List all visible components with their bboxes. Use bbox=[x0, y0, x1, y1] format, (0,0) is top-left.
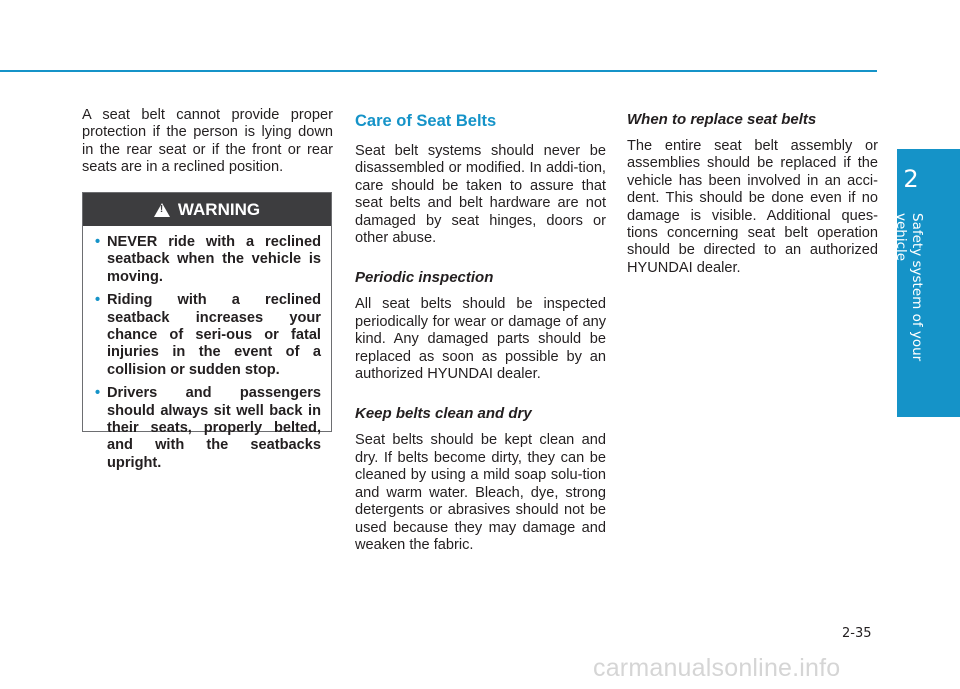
chapter-number: 2 bbox=[903, 165, 919, 193]
periodic-inspection-paragraph: All seat belts should be inspected periodically for wear or damage of any kind. Any damaged parts should be replaced as soon as possible by an authorized HYUNDAI dealer. bbox=[355, 296, 606, 383]
replace-belts-heading: When to replace seat belts bbox=[627, 111, 817, 128]
clean-dry-paragraph: Seat belts should be kept clean and dry. If belts become dirty, they can be cleaned by using a mild soap solu-tion and warm water. Bleach, dye, strong detergents or abrasives should not be used because they may damage and weaken the fabric. bbox=[355, 432, 606, 553]
column-1 bbox=[82, 107, 333, 177]
watermark: carmanualsonline.info bbox=[593, 654, 841, 682]
section-heading: Care of Seat Belts bbox=[355, 112, 497, 130]
warning-item: • NEVER ride with a reclined seatback when the vehicle is moving. bbox=[95, 234, 321, 285]
page-number: 2-35 bbox=[842, 626, 872, 641]
bullet-icon: • bbox=[95, 385, 101, 402]
bullet-icon: • bbox=[95, 292, 101, 309]
replace-belts-paragraph: The entire seat belt assembly or assemblies should be replaced if the vehicle has been involved in an acci-dent. This should be done even if no damage is visible. Additional ques-tions concerning seat belt operation should be directed to an authorized HYUNDAI dealer. bbox=[627, 138, 878, 276]
periodic-inspection-heading: Periodic inspection bbox=[355, 269, 494, 287]
bullet-icon: • bbox=[95, 234, 101, 250]
warning-list bbox=[83, 226, 331, 472]
warning-label: WARNING bbox=[177, 199, 261, 219]
column-3 bbox=[627, 111, 878, 277]
warning-box bbox=[82, 192, 332, 471]
care-paragraph: Seat belt systems should never be disassembled or modified. In addi-tion, care should be taken to assure that seat belts and belt hardware are not damaged by seat hinges, doors or other abuse. bbox=[355, 143, 606, 247]
top-rule bbox=[0, 70, 877, 72]
warning-item: • Riding with a reclined seatback increases your chance of seri-ous or fatal injuries in the event of a collision or sudden stop. bbox=[95, 292, 321, 378]
intro-paragraph: A seat belt cannot provide proper protection if the person is lying down in the rear seat or if the front or rear seats are in a reclined position. bbox=[82, 107, 333, 176]
clean-dry-heading: Keep belts clean and dry bbox=[355, 405, 532, 423]
chapter-side-tab bbox=[893, 149, 960, 417]
warning-triangle-icon bbox=[154, 203, 170, 217]
warning-header bbox=[83, 193, 331, 226]
chapter-title: Safety system of your vehicle bbox=[893, 213, 925, 362]
column-2 bbox=[355, 111, 606, 554]
warning-item: • Drivers and passengers should always sit well back in their seats, properly belted, and with the seatbacks upright. bbox=[95, 385, 321, 471]
